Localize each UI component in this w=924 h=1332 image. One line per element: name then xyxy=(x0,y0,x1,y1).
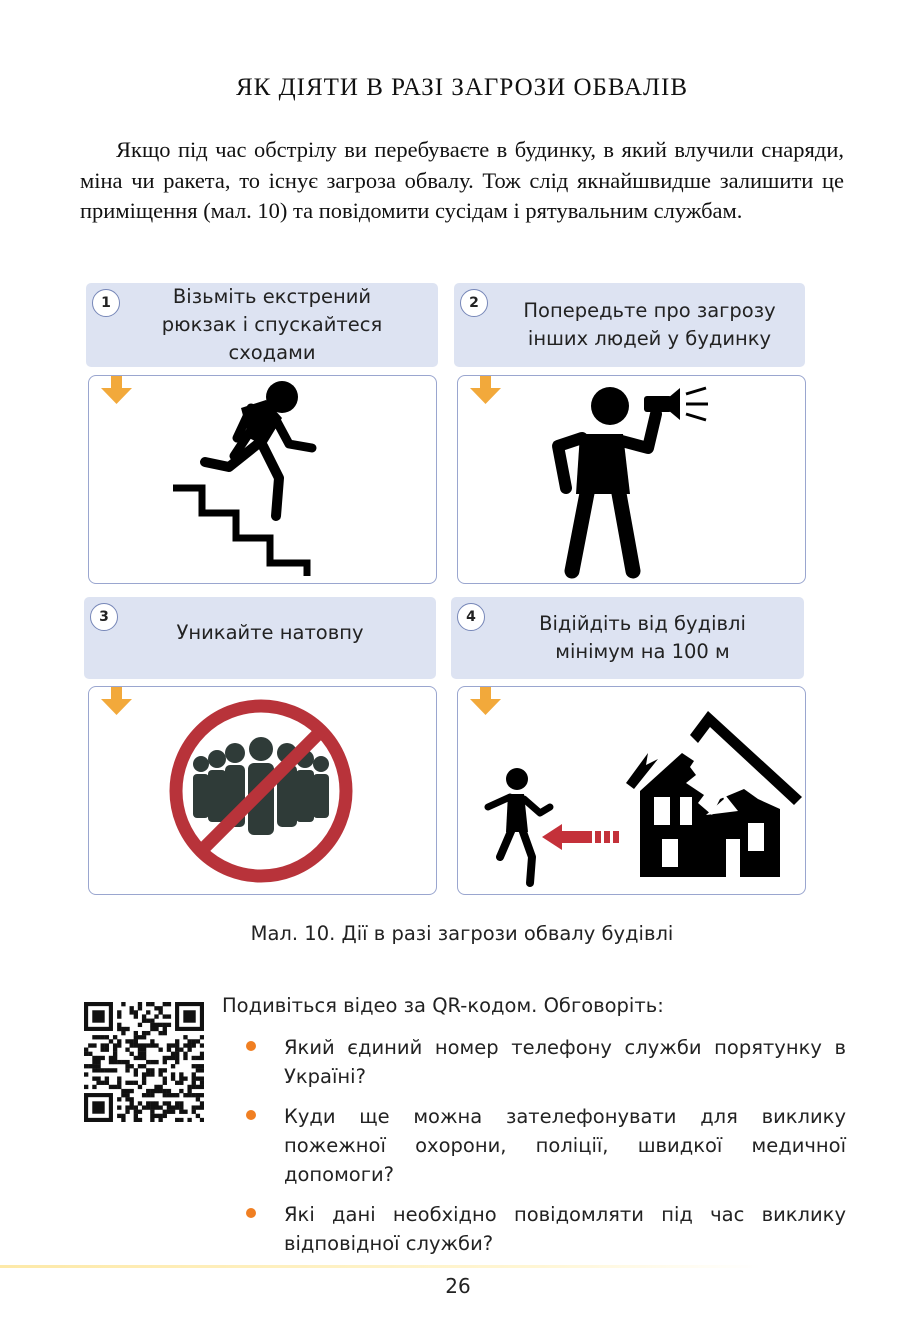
step-2-header xyxy=(454,283,805,367)
question-text: Який єдиний номер телефону служби порятунку в Україні? xyxy=(284,1036,846,1088)
step-4-number: 4 xyxy=(457,603,485,631)
step-2-text: Попередьте про загрозу інших людей у будинку xyxy=(523,299,776,350)
step-2-panel xyxy=(457,375,806,584)
step-1-number: 1 xyxy=(92,289,120,317)
person-leaving-damaged-building-icon xyxy=(488,711,802,883)
step-3-panel xyxy=(88,686,437,895)
list-item xyxy=(244,1033,846,1091)
no-crowd-icon xyxy=(176,706,346,876)
question-text: Які дані необхідно повідомляти під час виклику відповідної служби? xyxy=(284,1203,846,1255)
qr-code[interactable] xyxy=(84,1002,204,1127)
step-3-number: 3 xyxy=(90,603,118,631)
bullet-icon xyxy=(246,1110,256,1120)
bullet-icon xyxy=(246,1208,256,1218)
step-1-text: Візьміть екстрений рюкзак і спускайтеся сходами xyxy=(161,285,383,364)
down-arrow-icon xyxy=(101,687,132,715)
page-heading: ЯК ДІЯТИ В РАЗІ ЗАГРОЗИ ОБВАЛІВ xyxy=(235,74,689,101)
down-arrow-icon xyxy=(101,376,132,404)
figure-caption: Мал. 10. Дії в разі загрози обвалу будівлі xyxy=(250,922,674,945)
person-with-megaphone-icon xyxy=(558,387,708,571)
intro-paragraph: Якщо під час обстрілу ви перебуваєте в будинку, в який влучили снаряди, міна чи ракета, то існує загроза обвалу. Тож слід якнайшвидше залишити це приміщення (мал. 10) та повідомити сусідам і рятувальним службам. xyxy=(80,137,844,223)
down-arrow-icon xyxy=(470,376,501,404)
person-running-down-stairs-icon xyxy=(173,381,312,576)
step-4-text: Відійдіть від будівлі мінімум на 100 м xyxy=(539,612,746,663)
step-4-panel xyxy=(457,686,806,895)
step-3-header xyxy=(84,597,436,679)
page-number: 26 xyxy=(445,1274,471,1298)
bullet-icon xyxy=(246,1041,256,1051)
step-1-panel xyxy=(88,375,437,584)
list-item xyxy=(244,1102,846,1189)
discussion-questions xyxy=(244,1033,846,1269)
list-item xyxy=(244,1200,846,1258)
question-text: Куди ще можна зателефонувати для виклику пожежної охорони, поліції, швидкої медичної допомоги? xyxy=(284,1105,846,1186)
step-2-number: 2 xyxy=(460,289,488,317)
footer-divider xyxy=(0,1265,760,1268)
qr-section-title: Подивіться відео за QR-кодом. Обговоріть: xyxy=(222,994,664,1017)
step-1-header xyxy=(86,283,438,367)
down-arrow-icon xyxy=(470,687,501,715)
step-3-text: Уникайте натовпу xyxy=(176,621,364,644)
step-4-header xyxy=(451,597,804,679)
